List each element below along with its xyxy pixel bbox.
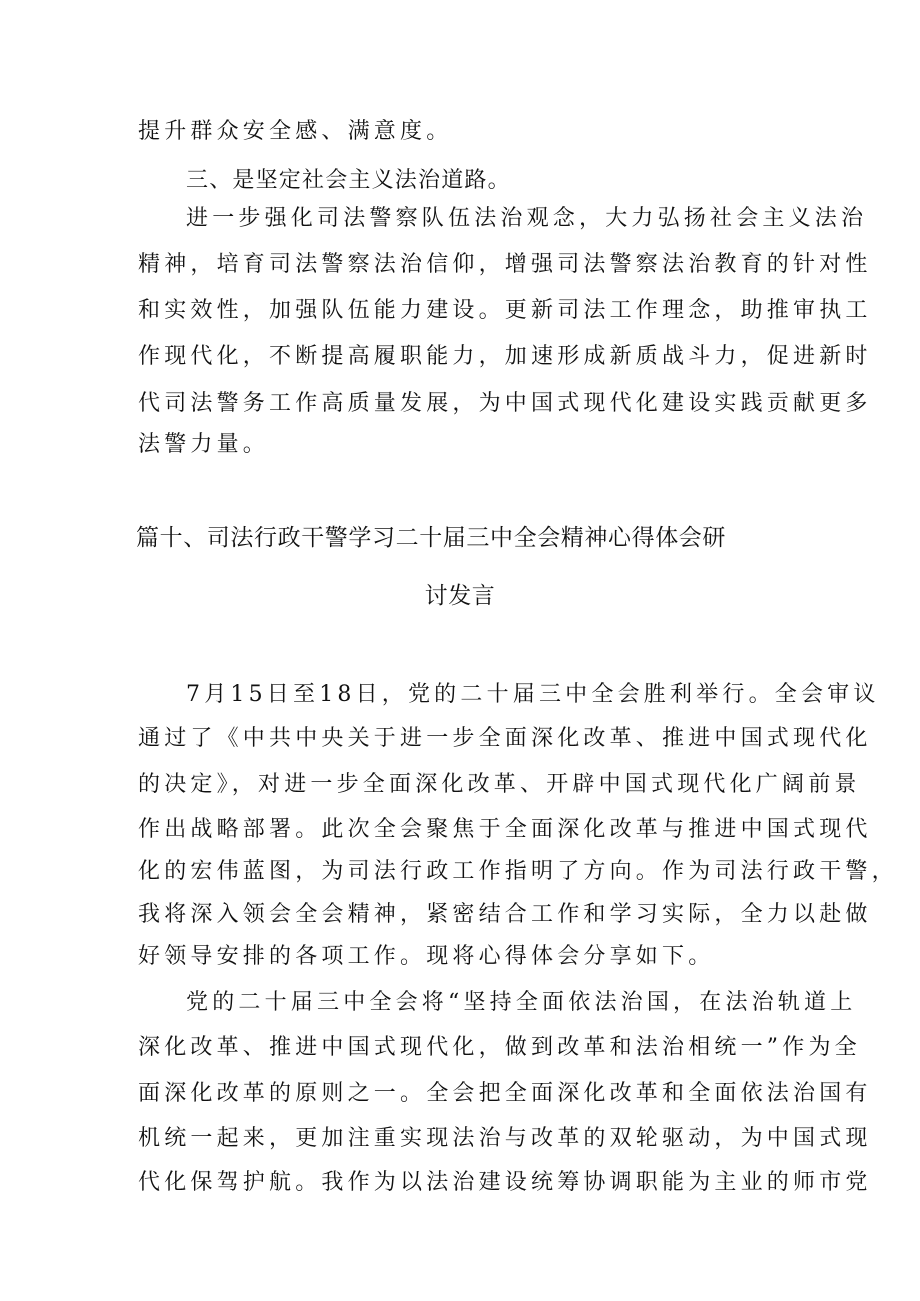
text-line: 面深化改革的原则之一。全会把全面深化改革和全面依法治国有: [138, 1081, 872, 1106]
text-line: 代化保驾护航。我作为以法治建设统筹协调职能为主业的师市党: [138, 1170, 872, 1195]
article-title-line-1: 篇十、司法行政干警学习二十届三中全会精神心得体会研: [136, 525, 726, 551]
text-line: 的决定》，对进一步全面深化改革、开辟中国式现代化广阔前景: [138, 772, 861, 797]
text-line: 作出战略部署。此次全会聚焦于全面深化改革与推进中国式现代: [138, 817, 872, 842]
text-line: 法警力量。: [138, 432, 270, 457]
text-line: 机统一起来，更加注重实现法治与改革的双轮驱动，为中国式现: [138, 1126, 872, 1151]
section-heading: 三、是坚定社会主义法治道路。: [186, 168, 511, 193]
text-line: 代司法警务工作高质量发展，为中国式现代化建设实践贡献更多: [138, 391, 872, 416]
text-line: 化的宏伟蓝图，为司法行政工作指明了方向。作为司法行政干警，: [138, 859, 898, 884]
text-line: 精神，培育司法警察法治信仰，增强司法警察法治教育的针对性: [138, 252, 872, 277]
text-line: 和实效性，加强队伍能力建设。更新司法工作理念，助推审执工: [138, 298, 872, 323]
text-line: 作现代化，不断提高履职能力，加速形成新质战斗力，促进新时: [138, 344, 872, 369]
text-line: 好领导安排的各项工作。现将心得体会分享如下。: [138, 944, 715, 969]
text-line: 提升群众安全感、满意度。: [138, 119, 453, 144]
article-title-line-2: 讨发言: [424, 583, 496, 609]
text-line: 进一步强化司法警察队伍法治观念，大力弘扬社会主义法治: [186, 206, 868, 231]
text-line: 党的二十届三中全会将“坚持全面依法治国，在法治轨道上: [186, 990, 857, 1015]
text-line: 深化改革、推进中国式现代化，做到改革和法治相统一”作为全: [138, 1035, 861, 1060]
text-line: 通过了《中共中央关于进一步全面深化改革、推进中国式现代化: [138, 726, 872, 751]
text-line: 7月15日至18日，党的二十届三中全会胜利举行。全会审议: [186, 682, 880, 707]
text-line: 我将深入领会全会精神，紧密结合工作和学习实际，全力以赴做: [138, 902, 872, 927]
